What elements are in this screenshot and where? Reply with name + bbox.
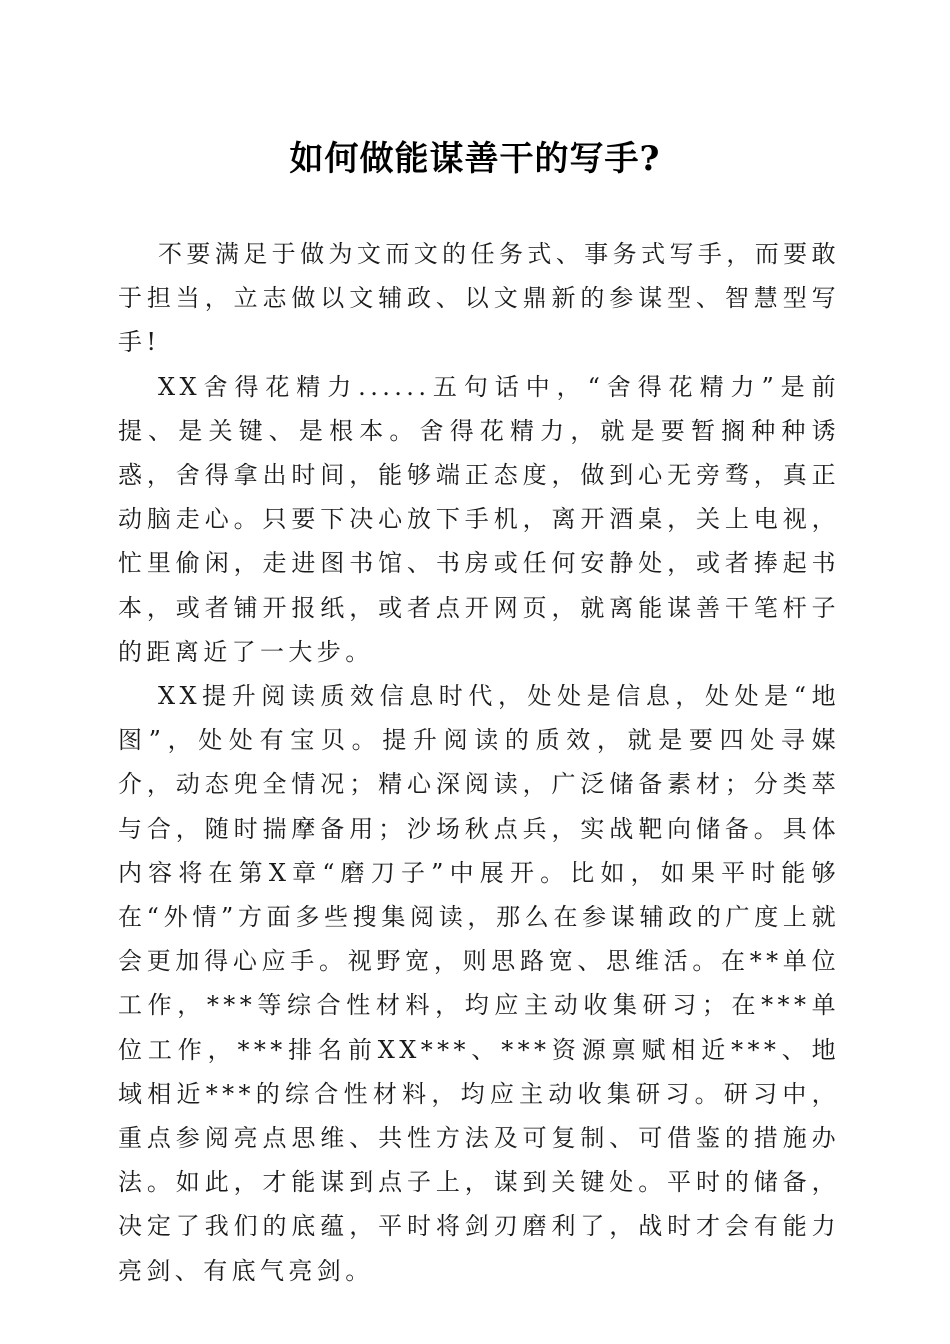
paragraph-reading: XX提升阅读质效信息时代，处处是信息，处处是“地图”，处处有宝贝。提升阅读的质效，就是要四处寻媒介，动态兜全情况；精心深阅读，广泛储备素材；分类萃与合，随时揣摩备用；沙场秋点兵，实战靶向储备。具体内容将在第X章“磨刀子”中展开。比如，如果平时能够在“外情”方面多些搜集阅读，那么在参谋辅政的广度上就会更加得心应手。视野宽，则思路宽、思维活。在**单位工作，***等综合性材料，均应主动收集研习；在***单位工作，***排名前XX***、***资源禀赋相近***、地域相近***的综合性材料，均应主动收集研习。研习中，重点参阅亮点思维、共性方法及可复制、可借鉴的措施办法。如此，才能谋到点子上，谋到关键处。平时的储备，决定了我们的底蕴，平时将剑刃磨利了，战时才会有能力亮剑、有底气亮剑。: [118, 682, 840, 1285]
document-title: 如何做能谋善干的写手?: [289, 139, 661, 179]
paragraph-effort: XX舍得花精力......五句话中，“舍得花精力”是前提、是关键、是根本。舍得花精力，就是要暂搁种种诱惑，舍得拿出时间，能够端正态度，做到心无旁骛，真正动脑走心。只要下决心放下手机，离开酒桌，关上电视，忙里偷闲，走进图书馆、书房或任何安静处，或者捧起书本，或者铺开报纸，或者点开网页，就离能谋善干笔杆子的距离近了一大步。: [118, 372, 840, 666]
paragraph-intro: 不要满足于做为文而文的任务式、事务式写手，而要敢于担当，立志做以文辅政、以文鼎新的参谋型、智慧型写手!: [118, 240, 840, 357]
document-body: [118, 232, 840, 1293]
